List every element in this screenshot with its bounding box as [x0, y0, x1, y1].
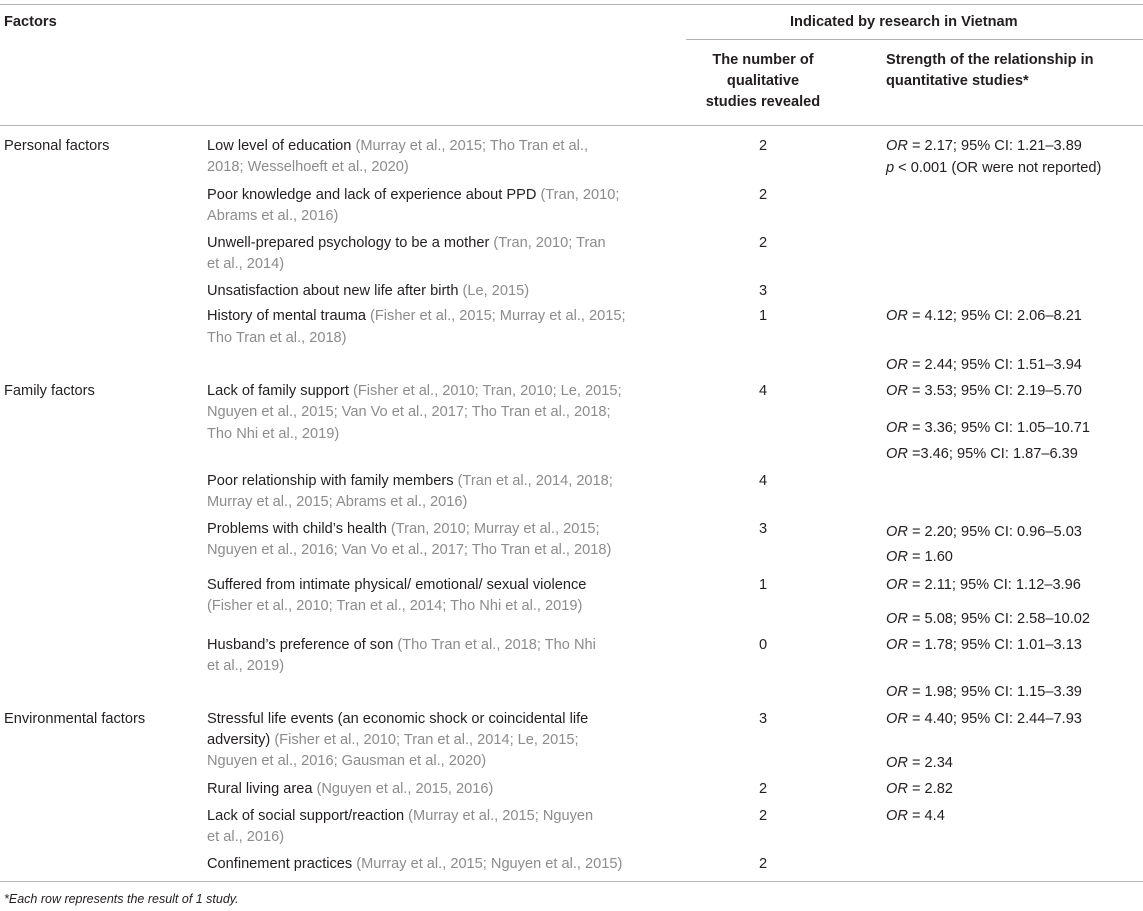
- strength-cell: OR = 4.4: [886, 808, 945, 824]
- group-family: Family factors: [4, 383, 95, 399]
- strength-cell: OR = 4.12; 95% CI: 2.06–8.21: [886, 308, 1082, 324]
- factor-row: Poor knowledge and lack of experience about PPD (Tran, 2010;: [207, 187, 620, 203]
- strength-cell: OR = 2.82: [886, 781, 953, 797]
- strength-cell: OR = 3.36; 95% CI: 1.05–10.71: [886, 420, 1091, 436]
- factor-citation: Abrams et al., 2016): [207, 208, 339, 224]
- factor-citation: (Fisher et al., 2010; Tran et al., 2014; Tho Nhi et al., 2019): [207, 598, 583, 614]
- strength-cell: OR = 1.60: [886, 549, 953, 565]
- strength-cell: OR = 5.08; 95% CI: 2.58–10.02: [886, 611, 1091, 627]
- count-cell: 2: [758, 187, 768, 203]
- count-cell: 3: [758, 283, 768, 299]
- factor-citation: 2018; Wesselhoeft et al., 2020): [207, 159, 409, 175]
- factor-row: Suffered from intimate physical/ emotional/ sexual violence: [207, 577, 587, 593]
- factor-row: Unsatisfaction about new life after birth (Le, 2015): [207, 283, 530, 299]
- factor-row: Problems with child’s health (Tran, 2010; Murray et al., 2015;: [207, 521, 600, 537]
- factor-citation: Nguyen et al., 2016; Van Vo et al., 2017; Tho Tran et al., 2018): [207, 542, 612, 558]
- header-indicated: Indicated by research in Vietnam: [790, 14, 1018, 30]
- count-cell: 2: [758, 781, 768, 797]
- factor-citation: et al., 2014): [207, 256, 285, 272]
- factor-citation: Nguyen et al., 2015; Van Vo et al., 2017; Tho Tran et al., 2018;: [207, 404, 611, 420]
- strength-cell: OR =3.46; 95% CI: 1.87–6.39: [886, 446, 1078, 462]
- factor-citation: Tho Tran et al., 2018): [207, 330, 347, 346]
- strength-cell: OR = 4.40; 95% CI: 2.44–7.93: [886, 711, 1082, 727]
- header-strength-line2: quantitative studies*: [886, 73, 1029, 89]
- strength-cell: OR = 2.11; 95% CI: 1.12–3.96: [886, 577, 1081, 593]
- factor-row: Rural living area (Nguyen et al., 2015, 2016): [207, 781, 494, 797]
- factor-row: History of mental trauma (Fisher et al., 2015; Murray et al., 2015;: [207, 308, 626, 324]
- factor-row: Confinement practices (Murray et al., 2015; Nguyen et al., 2015): [207, 856, 623, 872]
- header-factors: Factors: [4, 14, 57, 30]
- header-rule: [0, 125, 1143, 126]
- strength-cell: OR = 3.53; 95% CI: 2.19–5.70: [886, 383, 1082, 399]
- count-cell: 3: [758, 521, 768, 537]
- header-strength-line1: Strength of the relationship in: [886, 52, 1094, 68]
- count-cell: 4: [758, 383, 768, 399]
- factor-citation: et al., 2016): [207, 829, 285, 845]
- strength-cell: p < 0.001 (OR were not reported): [886, 160, 1102, 176]
- strength-cell: OR = 2.20; 95% CI: 0.96–5.03: [886, 524, 1082, 540]
- factor-row: Husband’s preference of son (Tho Tran et al., 2018; Tho Nhi: [207, 637, 596, 653]
- count-cell: 0: [758, 637, 768, 653]
- strength-cell: OR = 2.17; 95% CI: 1.21–3.89: [886, 138, 1082, 154]
- subheader-rule: [686, 39, 1143, 40]
- factor-citation: et al., 2019): [207, 658, 285, 674]
- factor-row: Lack of social support/reaction (Murray et al., 2015; Nguyen: [207, 808, 594, 824]
- header-count-line1: The number of: [712, 52, 814, 68]
- count-cell: 2: [758, 235, 768, 251]
- footnote: *Each row represents the result of 1 study.: [4, 892, 239, 906]
- factor-row-cont: adversity) (Fisher et al., 2010; Tran et al., 2014; Le, 2015;: [207, 732, 579, 748]
- factor-citation: Nguyen et al., 2016; Gausman et al., 2020): [207, 753, 487, 769]
- top-rule: [0, 4, 1143, 5]
- strength-cell: OR = 1.98; 95% CI: 1.15–3.39: [886, 684, 1082, 700]
- factor-row: Unwell-prepared psychology to be a mother (Tran, 2010; Tran: [207, 235, 606, 251]
- group-environmental: Environmental factors: [4, 711, 146, 727]
- bottom-rule: [0, 881, 1143, 882]
- factor-citation: Tho Nhi et al., 2019): [207, 426, 340, 442]
- header-count-line2: qualitative: [726, 73, 800, 89]
- group-personal: Personal factors: [4, 138, 110, 154]
- factor-row: Low level of education (Murray et al., 2015; Tho Tran et al.,: [207, 138, 589, 154]
- count-cell: 2: [758, 808, 768, 824]
- count-cell: 3: [758, 711, 768, 727]
- header-count-line3: studies revealed: [705, 94, 821, 110]
- factor-row: Lack of family support (Fisher et al., 2010; Tran, 2010; Le, 2015;: [207, 383, 622, 399]
- count-cell: 4: [758, 473, 768, 489]
- count-cell: 2: [758, 856, 768, 872]
- count-cell: 2: [758, 138, 768, 154]
- factor-citation: Murray et al., 2015; Abrams et al., 2016): [207, 494, 468, 510]
- count-cell: 1: [758, 308, 768, 324]
- strength-cell: OR = 2.44; 95% CI: 1.51–3.94: [886, 357, 1082, 373]
- factor-row: Poor relationship with family members (Tran et al., 2014, 2018;: [207, 473, 613, 489]
- strength-cell: OR = 1.78; 95% CI: 1.01–3.13: [886, 637, 1082, 653]
- strength-cell: OR = 2.34: [886, 755, 953, 771]
- count-cell: 1: [758, 577, 768, 593]
- factor-row: Stressful life events (an economic shock or coincidental life: [207, 711, 589, 727]
